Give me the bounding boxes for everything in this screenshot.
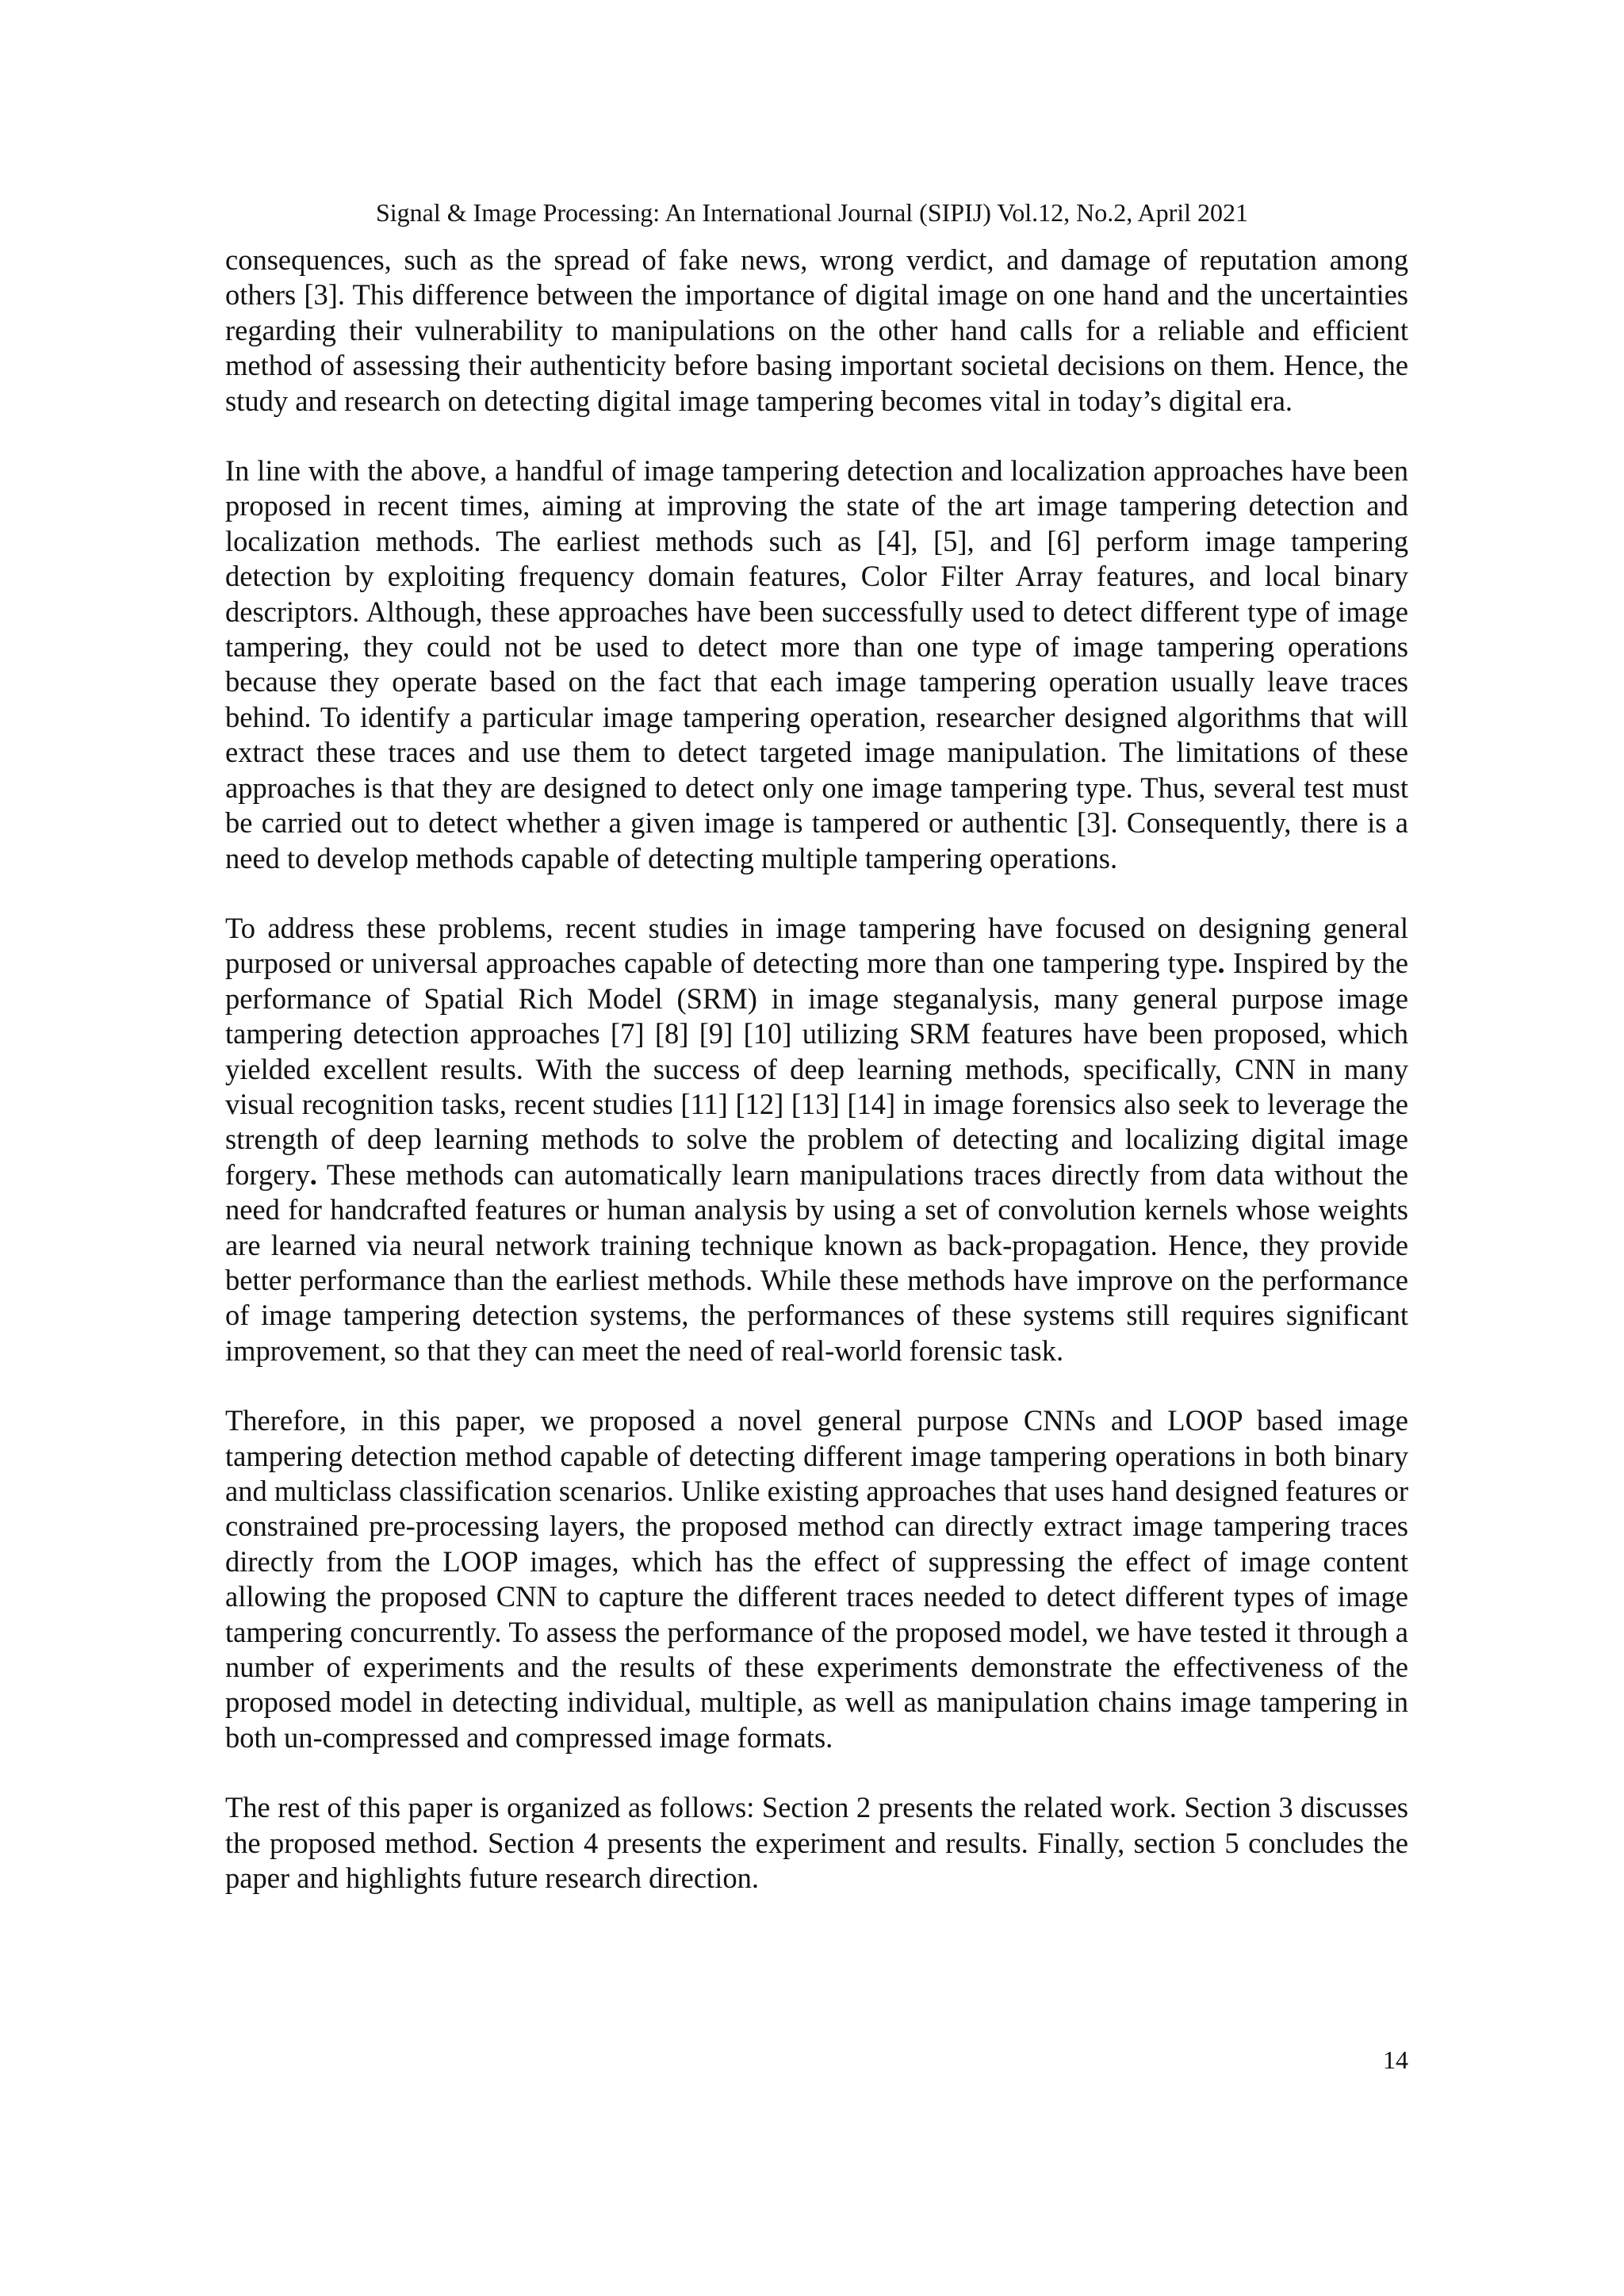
paragraph-segment: These methods can automatically learn manipulations traces directly from data without the need for handcrafted features or human analysis by using a set of convolution kernels whose weights are learned via neural network training technique known as back-propagation. Hence, they provide better performance than the earliest methods. While these methods have improve on the performance of image tampering detection systems, the performances of these systems still requires significant improvement, so that they can meet the need of real-world forensic task. xyxy=(225,1158,1408,1367)
paragraph-prior-approaches: In line with the above, a handful of image tampering detection and localization approaches have been proposed in recent times, aiming at improving the state of the art image tampering detection and localization methods. The earliest methods such as [4], [5], and [6] perform image tampering detection by exploiting frequency domain features, Color Filter Array features, and local binary descriptors. Although, these approaches have been successfully used to detect different type of image tampering, they could not be used to detect more than one type of image tampering operations because they operate based on the fact that each image tampering operation usually leave traces behind. To identify a particular image tampering operation, researcher designed algorithms that will extract these traces and use them to detect targeted image manipulation. The limitations of these approaches is that they are designed to detect only one image tampering type. Thus, several test must be carried out to detect whether a given image is tampered or authentic [3]. Consequently, there is a need to develop methods capable of detecting multiple tampering operations. xyxy=(225,454,1408,874)
paragraph-segment: Inspired by the performance of Spatial Rich Model (SRM) in image steganalysis, many general purpose image tampering detection approaches [7] [8] [9] [10] utilizing SRM features have been proposed, which yielded excellent results. With the success of deep learning methods, specifically, CNN in many visual recognition tasks, recent studies [11] [12] [13] [14] in image forensics also seek to leverage the strength of deep learning methods to solve the problem of detecting and localizing digital image forgery xyxy=(225,947,1408,1191)
bold-period: . xyxy=(309,1158,317,1191)
paragraph-consequences: consequences, such as the spread of fake news, wrong verdict, and damage of reputation among others [3]. This difference between the importance of digital image on one hand and the uncertainties regarding their vulnerability to manipulations on the other hand calls for a reliable and efficient method of assessing their authenticity before basing important societal decisions on them. Hence, the study and research on detecting digital image tampering becomes vital in today’s digital era. xyxy=(225,243,1408,417)
paragraph-segment: To address these problems, recent studies in image tampering have focused on designing general purposed or universal approaches capable of detecting more than one tampering type xyxy=(225,911,1408,980)
body-text xyxy=(225,243,1408,1931)
paragraph-general-purpose-approaches xyxy=(225,911,1408,1368)
paragraph-organization: The rest of this paper is organized as follows: Section 2 presents the related work. Section 3 discusses the proposed method. Section 4 presents the experiment and results. Finally, section 5 concludes the paper and highlights future research direction. xyxy=(225,1791,1408,1895)
bold-period: . xyxy=(1217,947,1225,980)
paragraph-proposed-method: Therefore, in this paper, we proposed a novel general purpose CNNs and LOOP based image tampering detection method capable of detecting different image tampering operations in both binary and multiclass classification scenarios. Unlike existing approaches that uses hand designed features or constrained pre-processing layers, the proposed method can directly extract image tampering traces directly from the LOOP images, which has the effect of suppressing the effect of image content allowing the proposed CNN to capture the different traces needed to detect different types of image tampering concurrently. To assess the performance of the proposed model, we have tested it through a number of experiments and the results of these experiments demonstrate the effectiveness of the proposed model in detecting individual, multiple, as well as manipulation chains image tampering in both un-compressed and compressed image formats. xyxy=(225,1404,1408,1754)
page-number: 14 xyxy=(1383,2045,1408,2074)
running-header: Signal & Image Processing: An International Journal (SIPIJ) Vol.12, No.2, April 2021 xyxy=(375,198,1249,227)
